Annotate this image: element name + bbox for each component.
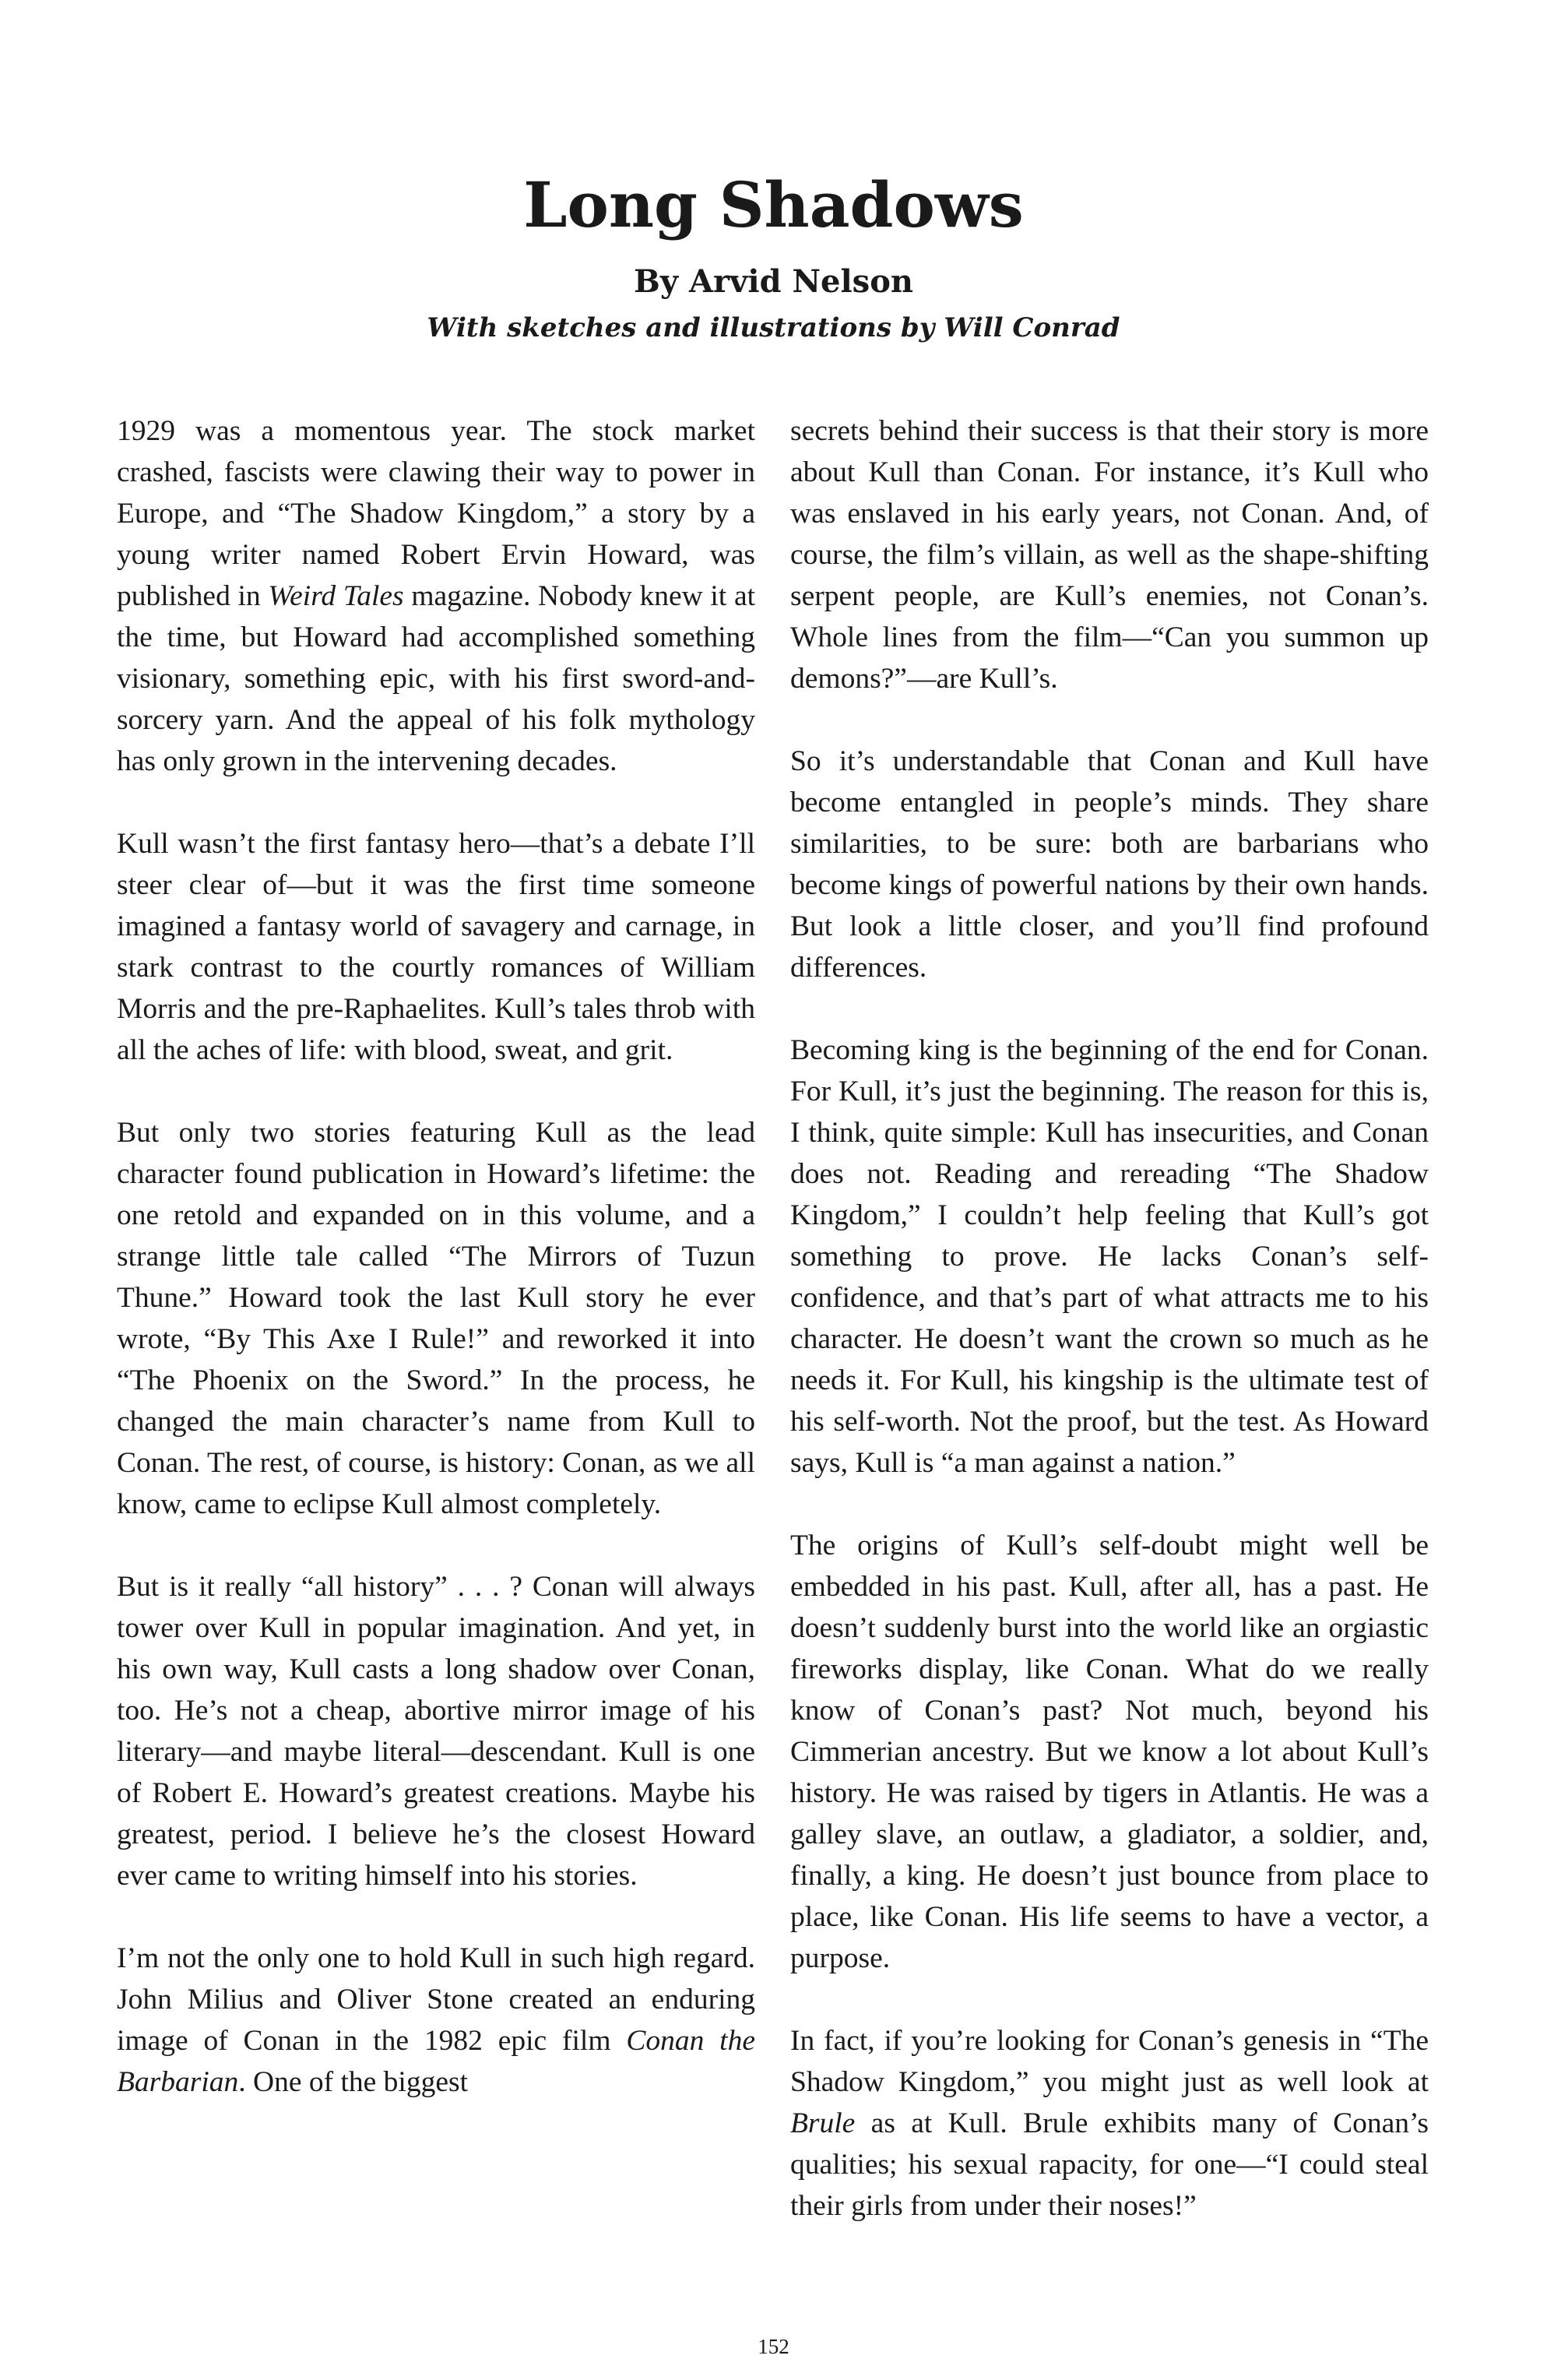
- magazine-title: Weird Tales: [268, 580, 404, 612]
- paragraph: [117, 410, 755, 782]
- illustration-credits: With sketches and illustrations by Will Conrad: [427, 312, 1120, 343]
- paragraph: [790, 1030, 1429, 1484]
- paragraph-text: The origins of Kull’s self-doubt might well be embedded in his past. Kull, after all, has a past. He doesn’t suddenly burst into the world like an orgiastic fireworks display, like Conan. What do we really know of Conan’s past? Not much, beyond his Cimmerian ancestry. But we know a lot about Kull’s history. He was raised by tigers in Atlantis. He was a galley slave, an outlaw, a gladiator, a soldier, and, finally, a king. He doesn’t just bounce from place to place, like Conan. His life seems to have a vector, a purpose.: [790, 1530, 1429, 1974]
- paragraph: [790, 1525, 1429, 1979]
- paragraph-text: . One of the biggest: [238, 2066, 468, 2098]
- character-name: Brule: [790, 2107, 856, 2139]
- article-header: [0, 167, 1547, 347]
- paragraph-text: magazine. Nobody knew it at the time, but Howard had accomplished something visionary, something epic, with his first sword-and-sorcery yarn. And the appeal of his folk mythology has only grown in the intervening decades.: [117, 580, 756, 777]
- page-title: Long Shadows: [523, 168, 1024, 241]
- paragraph: [790, 410, 1429, 699]
- paragraph: [790, 2020, 1429, 2227]
- paragraph-text: In fact, if you’re looking for Conan’s genesis in “The Shadow Kingdom,” you might just as well look at: [790, 2025, 1429, 2098]
- paragraph-text: Becoming king is the beginning of the end for Conan. For Kull, it’s just the beginning. The reason for this is, I think, quite simple: Kull has insecurities, and Conan does not. Reading and rereading “The Shadow Kingdom,” I couldn’t help feeling that Kull’s got something to prove. He lacks Conan’s self-confidence, and that’s part of what attracts me to his character. He doesn’t want the crown so much as he needs it. For Kull, his kingship is the ultimate test of his self-worth. Not the proof, but the test. As Howard says, Kull is “a man against a nation.”: [790, 1034, 1429, 1479]
- paragraph: [117, 1566, 755, 1896]
- paragraph-text: 1929 was a momentous year. The stock market crashed, fascists were clawing their way to power in Europe, and “The Shadow Kingdom,” a story by a young writer named Robert Ervin Howard, was published in: [117, 415, 755, 612]
- paragraph-text: But is it really “all history” . . . ? Conan will always tower over Kull in popular imagination. And yet, in his own way, Kull casts a long shadow over Conan, too. He’s not a cheap, abortive mirror image of his literary—and maybe literal—descendant. Kull is one of Robert E. Howard’s greatest creations. Maybe his greatest, period. I believe he’s the closest Howard ever came to writing himself into his stories.: [117, 1571, 755, 1892]
- author-byline: By Arvid Nelson: [634, 263, 913, 300]
- left-column: [117, 410, 755, 2103]
- paragraph-text: So it’s understandable that Conan and Kull have become entangled in people’s minds. They share similarities, to be sure: both are barbarians who become kings of powerful nations by their own hands. But look a little closer, and you’ll find profound differences.: [790, 745, 1429, 984]
- paragraph-text: I’m not the only one to hold Kull in such high regard. John Milius and Oliver Stone created an enduring image of Conan in the 1982 epic film: [117, 1942, 755, 2057]
- paragraph: [790, 741, 1429, 988]
- page-number: 152: [758, 2335, 789, 2358]
- paragraph: [117, 1112, 755, 1525]
- paragraph: [117, 823, 755, 1071]
- paragraph-text: secrets behind their success is that their story is more about Kull than Conan. For instance, it’s Kull who was enslaved in his early years, not Conan. And, of course, the film’s villain, as well as the shape-shifting serpent people, are Kull’s enemies, not Conan’s. Whole lines from the film—“Can you summon up demons?”—are Kull’s.: [790, 415, 1429, 695]
- paragraph-text: But only two stories featuring Kull as the lead character found publication in Howard’s lifetime: the one retold and expanded on in this volume, and a strange little tale called “The Mirrors of Tuzun Thune.” Howard took the last Kull story he ever wrote, “By This Axe I Rule!” and reworked it into “The Phoenix on the Sword.” In the process, he changed the main character’s name from Kull to Conan. The rest, of course, is history: Conan, as we all know, came to eclipse Kull almost completely.: [117, 1117, 755, 1520]
- paragraph: [117, 1938, 755, 2103]
- paragraph-text: as at Kull. Brule exhibits many of Conan’s qualities; his sexual rapacity, for one—“I could steal their girls from under their noses!”: [790, 2107, 1429, 2222]
- right-column: [790, 410, 1429, 2227]
- paragraph-text: Kull wasn’t the first fantasy hero—that’s a debate I’ll steer clear of—but it was the first time someone imagined a fantasy world of savagery and carnage, in stark contrast to the courtly romances of William Morris and the pre-Raphaelites. Kull’s tales throb with all the aches of life: with blood, sweat, and grit.: [117, 828, 755, 1066]
- film-title: Conan the Barbarian: [117, 2025, 755, 2098]
